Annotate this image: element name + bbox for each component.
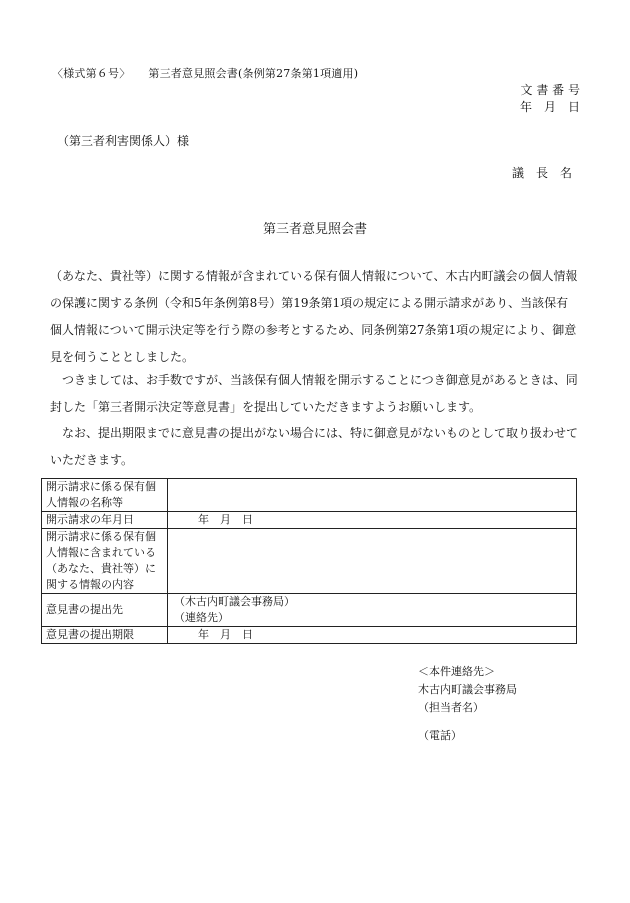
form-title: 第三者意見照会書(条例第27条第1項適用) xyxy=(148,67,359,80)
document-title: 第三者意見照会書 xyxy=(262,222,367,237)
submission-label: 意見書の提出先 xyxy=(46,603,123,616)
document-date: 年 月 日 xyxy=(519,100,580,114)
contact-block xyxy=(418,663,517,745)
table-row xyxy=(42,479,577,512)
info-table xyxy=(41,478,577,644)
row-value xyxy=(168,529,577,594)
contact-phone: （電話） xyxy=(418,729,462,742)
row-label xyxy=(42,594,168,627)
table-row xyxy=(42,594,577,627)
document-number: 文 書 番 号 xyxy=(520,83,580,97)
body-paragraph-3 xyxy=(50,420,580,474)
row-value xyxy=(168,594,577,627)
contact-office: 木古内町議会事務局 xyxy=(418,683,517,696)
form-header xyxy=(52,65,358,81)
row-value xyxy=(168,479,577,512)
row-value xyxy=(168,512,577,529)
row-label: 開示請求に係る保有個人情報の名称等 xyxy=(42,479,168,512)
paragraph-3-text: なお、提出期限までに意見書の提出がない場合には、特に御意見がないものとして取り扱わせていただきます。 xyxy=(50,426,579,467)
sender-name: 議 長 名 xyxy=(511,166,572,180)
table-row xyxy=(42,512,577,529)
table-row xyxy=(42,529,577,594)
submission-office: （木古内町議会事務局） xyxy=(174,595,295,608)
body-paragraph-1 xyxy=(50,263,580,371)
request-date-value: 年 月 日 xyxy=(198,513,253,526)
table-row xyxy=(42,627,577,644)
row-label: 意見書の提出期限 xyxy=(42,627,168,644)
paragraph-2-text: つきましては、お手数ですが、当該保有個人情報を開示することにつき御意見があるときは、同封した「第三者開示決定等意見書」を提出していただきますようお願いします。 xyxy=(50,373,578,414)
form-number: 〈様式第６号〉 xyxy=(52,67,131,80)
contact-person: （担当者名） xyxy=(418,701,484,714)
row-value xyxy=(168,627,577,644)
row-label: 開示請求の年月日 xyxy=(42,512,168,529)
paragraph-1-text: （あなた、貴社等）に関する情報が含まれている保有個人情報について、木古内町議会の個人情報の保護に関する条例（令和5年条例第8号）第19条第1項の規定による開示請求があり、当該保有個人情報について開示決定等を行う際の参考とするため、同条例第27条第1項の規定により、御意見を伺うこととしました。 xyxy=(50,269,578,364)
contact-heading: ＜本件連絡先＞ xyxy=(418,665,495,678)
submission-contact: （連絡先） xyxy=(174,611,229,624)
addressee: （第三者利害関係人）様 xyxy=(57,134,190,148)
row-label: 開示請求に係る保有個人情報に含まれている（あなた、貴社等）に関する情報の内容 xyxy=(42,529,168,594)
deadline-value: 年 月 日 xyxy=(198,628,253,641)
body-paragraph-2 xyxy=(50,367,580,421)
